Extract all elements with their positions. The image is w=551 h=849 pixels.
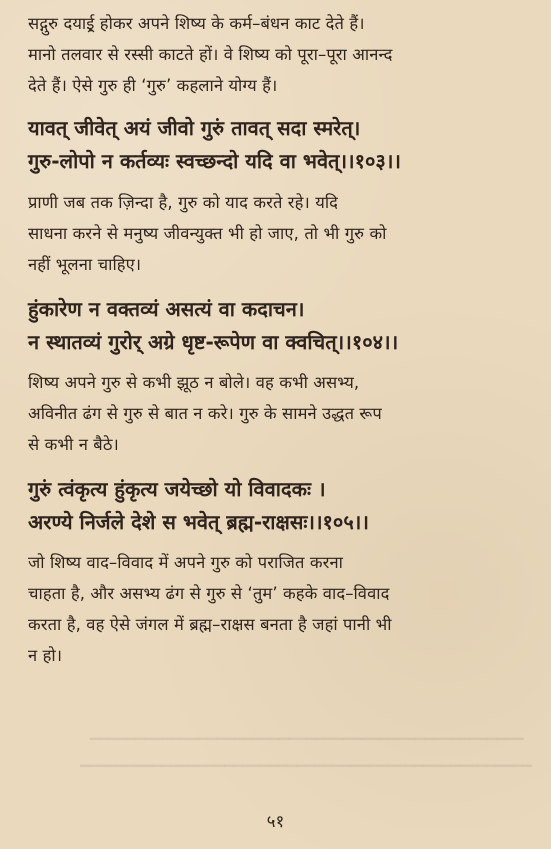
paragraph-line: जो शिष्य वाद–विवाद में अपने गुरु को पराजित करना (28, 553, 343, 572)
verse-line: गुरुं त्वंकृत्य हुंकृत्य जयेच्छो यो विवादकः । (28, 477, 326, 501)
verse-line: यावत् जीवेत् अयं जीवो गुरुं तावत् सदा स्मरेत्। (28, 116, 361, 140)
paragraph-line: देते हैं। ऐसे गुरु ही ‘गुरु’ कहलाने योग्य हैं। (28, 76, 278, 95)
commentary-paragraph-2 (28, 187, 527, 280)
paragraph-line: से कभी न बैठे। (28, 435, 119, 454)
verse-103 (28, 112, 527, 178)
verse-line: न स्थातव्यं गुरोर् अग्रे धृष्ट-रूपेण वा क्वचित्।।१०४।। (28, 330, 399, 354)
paragraph-line: नहीं भूलना चाहिए। (28, 255, 142, 274)
verse-104 (28, 293, 527, 359)
verse-line: गुरु-लोपो न कर्तव्यः स्वच्छन्दो यदि वा भवेत्।।१०३।। (28, 149, 401, 173)
paragraph-line: शिष्य अपने गुरु से कभी झूठ न बोले। वह कभी असभ्य, (28, 373, 360, 392)
commentary-paragraph-3 (28, 367, 527, 460)
verse-105 (28, 473, 527, 539)
paragraph-line: चाहता है, और असभ्य ढंग से गुरु से ‘तुम’ कहके वाद–विवाद (28, 584, 390, 603)
paragraph-line: मानो तलवार से रस्सी काटते हों। वे शिष्य को पूरा–पूरा आनन्द (28, 45, 393, 64)
paragraph-line: न हो। (28, 646, 63, 665)
commentary-paragraph-4 (28, 547, 527, 671)
page-number: ५१ (266, 812, 285, 832)
commentary-paragraph-1 (28, 8, 527, 101)
verse-line: हुंकारेण न वक्तव्यं असत्यं वा कदाचन। (28, 297, 305, 321)
paragraph-line: सद्गुरु दयाई्र होकर अपने शिष्य के कर्म–बंधन काट देते हैं। (28, 14, 365, 33)
paragraph-line: प्राणी जब तक ज़िन्दा है, गुरु को याद करते रहे। यदि (28, 193, 339, 212)
show-through-text: ━━━━━━━━━━━━━━━━━━━━━━━━━━━━━━━━━━━━━━━━━━━━━━━━ (90, 730, 524, 748)
show-through-text: ━━━━━━━━━━━━━━━━━━━━━━━━━━━━━━━━━━━━━━━━━━━━━━━━━━ (80, 757, 532, 775)
verse-line: अरण्ये निर्जले देशे स भवेत् ब्रह्म-राक्षसः।।१०५।। (28, 510, 369, 534)
paragraph-line: करता है, वह ऐसे जंगल में ब्रह्म–राक्षस बनता है जहां पानी भी (28, 615, 392, 634)
paragraph-line: अविनीत ढंग से गुरु से बात न करे। गुरु के सामने उद्धत रूप (28, 404, 382, 423)
paragraph-line: साधना करने से मनुष्य जीवन्युक्त भी हो जाए, तो भी गुरु को (28, 224, 387, 243)
